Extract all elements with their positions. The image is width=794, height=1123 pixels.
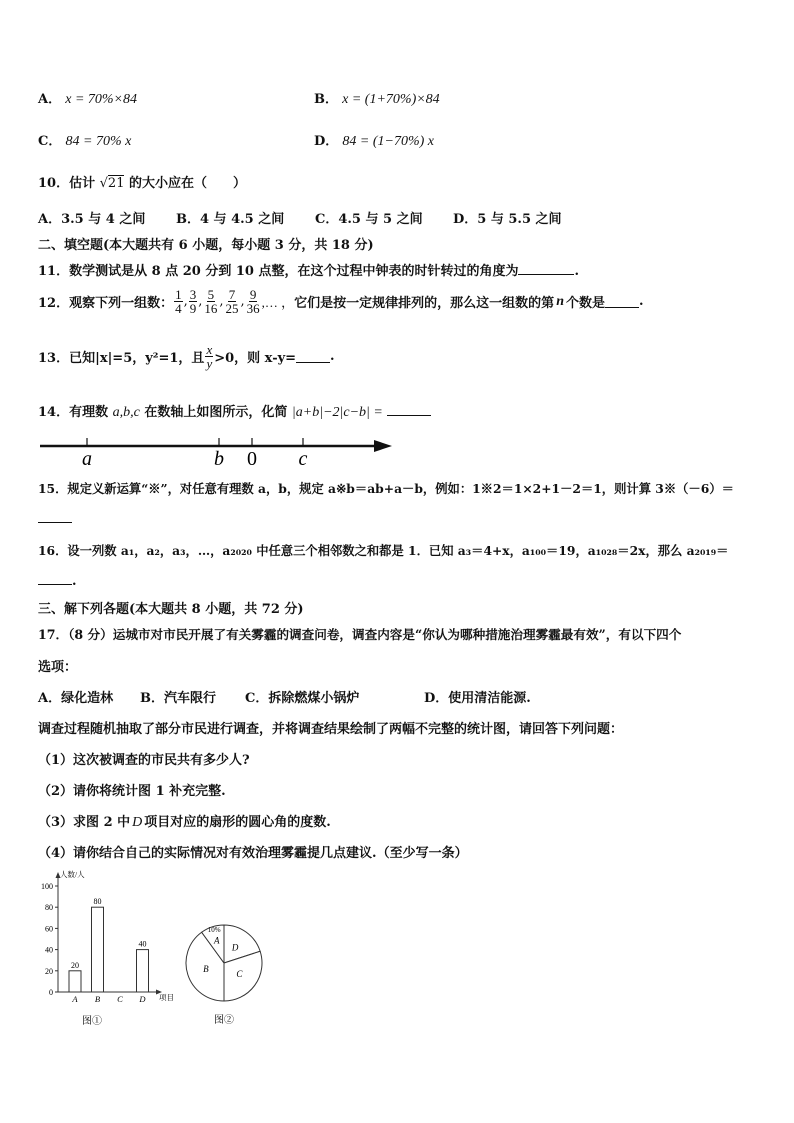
q17-option-a: A．绿化造林 <box>38 691 114 706</box>
q11 <box>38 260 579 279</box>
q11-text: 11．数学测试是从 8 点 20 分到 10 点整，在这个过程中钟表的时针转过的角度为 <box>38 264 519 279</box>
q17-sub-2: （2）请你将统计图 1 补充完整. <box>38 784 226 799</box>
q9-option-c <box>38 130 131 150</box>
q14 <box>38 401 431 421</box>
fraction-9-36 <box>246 288 261 315</box>
option-expression: x = 70%×84 <box>65 92 138 107</box>
q10-option-d: D．5 与 5.5 之间 <box>453 212 562 227</box>
q17-option-d: D．使用清洁能源. <box>424 691 531 706</box>
option-letter: A． <box>38 92 62 107</box>
label-zero: 0 <box>247 448 257 468</box>
q12-post2: 个数是 <box>565 296 605 311</box>
number-line <box>38 432 394 468</box>
label-a: a <box>82 448 92 468</box>
q17-line-1: 17．（8 分）运城市对市民开展了有关雾霾的调查问卷，调查内容是“你认为哪种措施治理雾霾最有效”，有以下四个 <box>38 627 682 642</box>
x-tick-label-C: C <box>117 994 123 1004</box>
numerator: 7 <box>228 287 236 302</box>
bar-value-label-A: 20 <box>71 960 79 970</box>
numerator: 1 <box>175 287 182 302</box>
q17-line-2: 选项： <box>38 660 78 675</box>
slice-label-D: D <box>231 942 239 953</box>
y-axis-label: 人数/人 <box>60 870 85 879</box>
q13-post: >0，则 x-y= <box>214 351 297 366</box>
q17-sub-3-post: 项目对应的扇形的圆心角的度数. <box>144 815 331 830</box>
radicand: 21 <box>107 176 125 191</box>
numerator: 5 <box>207 287 215 302</box>
slice-percent-label-A: 10% <box>207 925 221 934</box>
answer-blank <box>387 403 431 416</box>
q15-text: 15．规定义新运算“※”，对任意有理数 a，b，规定 a※b＝ab+a－b，例如：1※2＝1×2+1－2＝1，则计算 3※（－6）＝ <box>38 481 734 496</box>
q11-end: . <box>574 264 580 279</box>
denominator: 36 <box>246 301 260 316</box>
option-letter: C． <box>38 134 62 149</box>
q16-end: . <box>72 574 77 589</box>
fraction-7-25 <box>225 288 240 315</box>
fraction-3-9 <box>189 288 198 315</box>
section-heading-fill-in: 二、填空题(本大题共有 6 小题，每小题 3 分，共 18 分) <box>38 238 374 253</box>
q13-end: . <box>330 349 335 364</box>
bar-B <box>92 907 104 992</box>
answer-blank <box>518 262 574 275</box>
bar-value-label-D: 40 <box>138 939 147 949</box>
q13 <box>38 343 335 370</box>
answer-blank <box>38 572 72 585</box>
slice-label-A: A <box>213 935 220 946</box>
q14-mid: 在数轴上如图所示，化简 <box>144 405 288 420</box>
numerator: 9 <box>249 287 257 302</box>
numerator: 3 <box>189 287 197 302</box>
q15-answer <box>38 510 72 527</box>
label-c: c <box>298 448 308 468</box>
q12-pre: 12．观察下列一组数： <box>38 296 174 311</box>
answer-blank <box>296 350 330 363</box>
numerator: x <box>206 342 213 357</box>
option-letter: D． <box>314 134 339 149</box>
q9-option-b <box>314 88 440 108</box>
q17-sub-3 <box>38 811 331 831</box>
y-tick-label-20: 20 <box>45 966 53 976</box>
q14-variables: a,b,c <box>112 405 140 420</box>
q10-option-b: B．4 与 4.5 之间 <box>176 212 285 227</box>
answer-blank <box>605 295 639 308</box>
x-axis-label: 项目 <box>159 993 174 1002</box>
x-tick-label-A: A <box>72 994 78 1004</box>
slice-label-C: C <box>236 969 243 980</box>
q14-pre: 14．有理数 <box>38 405 109 420</box>
comma: , <box>240 294 245 309</box>
denominator: 16 <box>204 301 218 316</box>
q12 <box>38 288 644 315</box>
q17-sub-1: （1）这次被调查的市民共有多少人? <box>38 753 250 768</box>
y-tick-label-40: 40 <box>45 945 53 955</box>
denominator: 9 <box>189 301 197 316</box>
bar-value-label-B: 80 <box>93 897 102 907</box>
q17-option-c: C．拆除燃煤小锅炉 <box>245 691 360 706</box>
q17-sub-3-pre: （3）求图 2 中 <box>38 815 131 830</box>
q9-option-d <box>314 130 434 150</box>
q13-pre: 13．已知|x|=5，y²=1，且 <box>38 351 205 366</box>
q9-option-a <box>38 88 137 108</box>
y-tick-label-60: 60 <box>45 924 53 934</box>
denominator: 4 <box>175 301 182 316</box>
comma: , <box>219 294 224 309</box>
denominator: 25 <box>225 301 239 316</box>
q10-option-c: C．4.5 与 5 之间 <box>315 212 423 227</box>
option-expression: x = (1+70%)×84 <box>342 92 440 107</box>
q13-fraction <box>205 343 213 370</box>
q12-post: 它们是按一定规律排列的，那么这一组数的第 <box>294 296 555 311</box>
q10-stem-pre: 10．估计 <box>38 176 96 191</box>
x-tick-label-D: D <box>139 994 146 1004</box>
q12-end: . <box>639 294 644 309</box>
y-tick-label-0: 0 <box>49 988 53 997</box>
q12-variable: n <box>556 293 564 309</box>
fraction-5-16 <box>203 288 218 315</box>
q10-stem <box>38 172 246 191</box>
number-line-arrow <box>374 440 392 452</box>
option-letter: B． <box>314 92 338 107</box>
slice-label-B: B <box>203 963 209 974</box>
denominator: y <box>206 356 213 371</box>
q16-text: 16．设一列数 a₁，a₂，a₃，…，a₂₀₂₀ 中任意三个相邻数之和都是 1．已知 a₃＝4+x，a₁₀₀＝19，a₁₀₂₈＝2x，那么 a₂₀₁₉＝ <box>38 543 729 558</box>
q17-line-3: 调查过程随机抽取了部分市民进行调查，并将调查结果绘制了两幅不完整的统计图，请回答下列问题： <box>38 722 624 737</box>
bar-A <box>69 971 81 992</box>
bar-chart-figure-1 <box>34 866 184 1031</box>
bar-D <box>137 950 149 992</box>
pie-chart-figure-2 <box>180 920 268 1030</box>
q12-fraction-list <box>173 288 262 315</box>
comma: , <box>183 294 188 309</box>
section-heading-solve: 三、解下列各题(本大题共 8 小题，共 72 分) <box>38 602 304 617</box>
label-b: b <box>214 448 224 468</box>
q17-sub-3-variable: D <box>132 815 143 830</box>
fraction-1-4 <box>174 288 183 315</box>
option-expression: 84 = (1−70%) x <box>342 134 435 149</box>
q14-expression: |a+b|−2|c−b| = <box>291 405 383 420</box>
y-tick-label-100: 100 <box>41 882 53 891</box>
sqrt-expression: √21 <box>99 176 125 191</box>
answer-blank <box>38 510 72 523</box>
figure-2-caption: 图② <box>214 1015 234 1026</box>
comma: , <box>198 294 203 309</box>
option-expression: 84 = 70% x <box>65 134 132 149</box>
y-tick-label-80: 80 <box>45 903 53 913</box>
figure-1-caption: 图① <box>82 1016 102 1027</box>
q12-ellipsis: ,… ， <box>261 295 295 310</box>
q17-option-b: B．汽车限行 <box>140 691 216 706</box>
q10-stem-post: 的大小应在（ ） <box>129 176 247 191</box>
q17-sub-4: （4）请你结合自己的实际情况对有效治理雾霾提几点建议.（至少写一条） <box>38 846 468 861</box>
x-tick-label-B: B <box>94 994 101 1004</box>
q16-answer <box>38 572 77 589</box>
q10-option-a: A．3.5 与 4 之间 <box>38 212 146 227</box>
